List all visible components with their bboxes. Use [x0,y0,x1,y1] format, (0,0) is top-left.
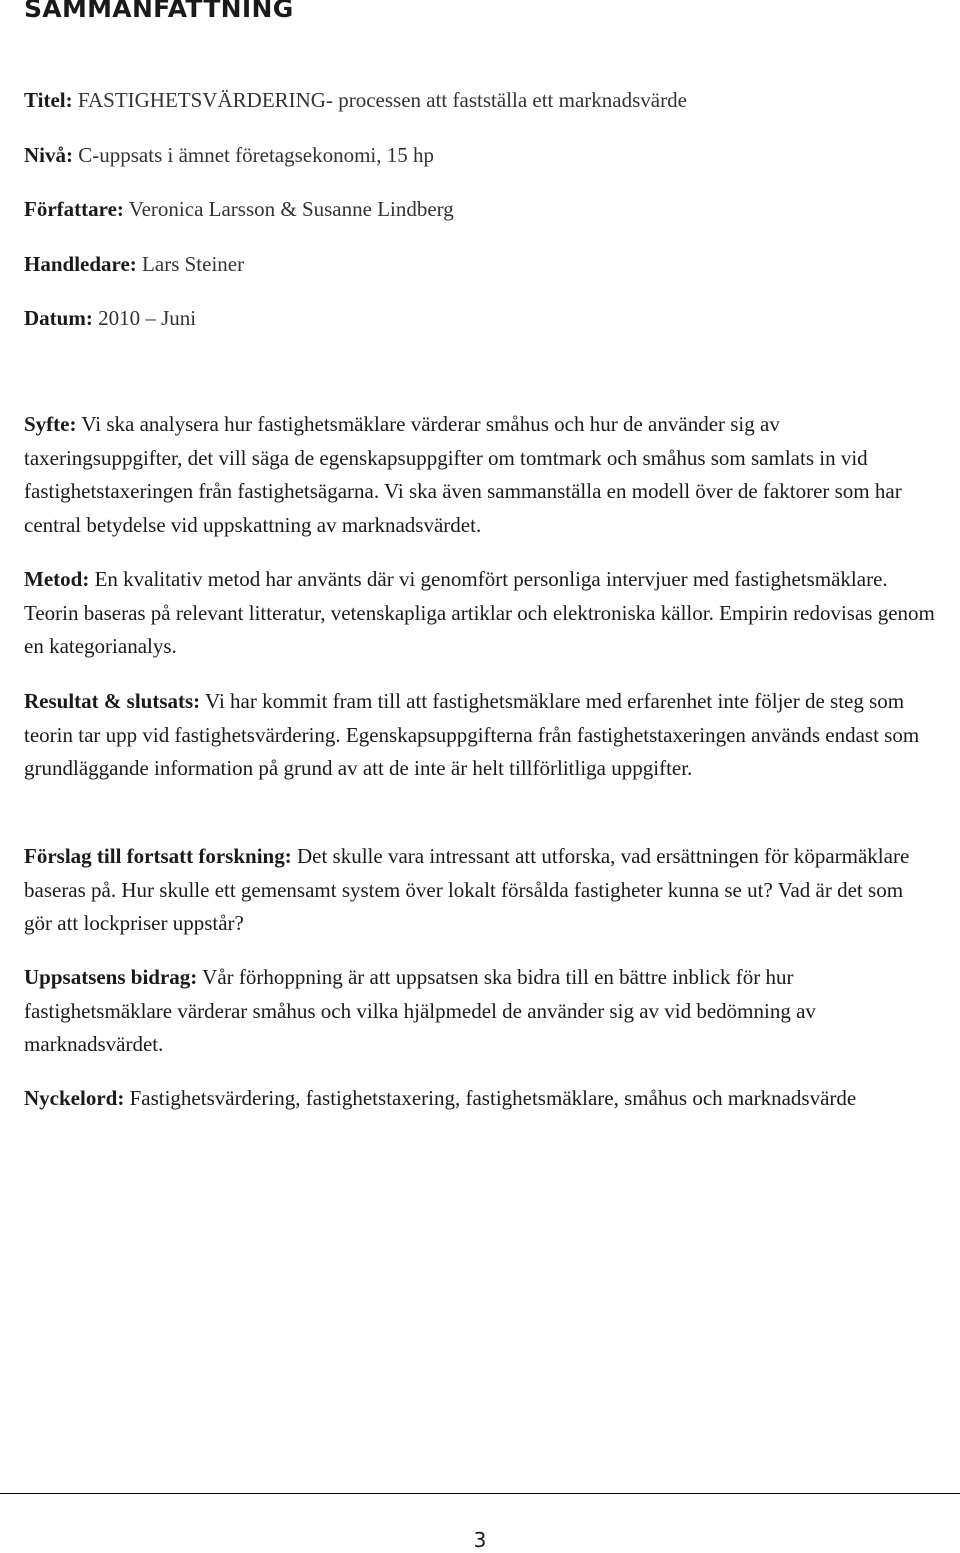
meta-date-label: Datum: [24,306,93,330]
section-keywords-text: Fastighetsvärdering, fastighetstaxering, fastighetsmäklare, småhus och marknadsvärde [124,1086,857,1110]
meta-date-value: 2010 – Juni [92,306,197,330]
meta-supervisor-label: Handledare: [24,252,137,276]
section-method-text: En kvalitativ metod har använts där vi genomfört personliga intervjuer med fastighetsmäklare. Teorin baseras på relevant litteratur, vetenskapliga artiklar och elektroniska källor. Empirin redovisas genom en kategorianalys. [24,567,935,658]
meta-title [24,86,687,114]
section-purpose-label: Syfte: [24,412,77,436]
section-contribution-label: Uppsatsens bidrag: [24,965,198,989]
page-heading: SAMMANFATTNING [24,0,294,23]
meta-authors-value: Veronica Larsson & Susanne Lindberg [123,197,454,221]
meta-authors-label: Författare: [24,197,124,221]
section-method-label: Metod: [24,567,90,591]
section-method [24,563,936,664]
meta-level [24,141,434,169]
section-keywords-label: Nyckelord: [24,1086,125,1110]
meta-authors [24,195,454,223]
section-contribution-text: Vår förhoppning är att uppsatsen ska bidra till en bättre inblick för hur fastighetsmäklare värderar småhus och vilka hjälpmedel de använder sig av vid bedömning av marknadsvärdet. [24,965,816,1056]
section-contribution [24,961,936,1062]
meta-title-label: Titel: [24,88,73,112]
meta-date [24,304,196,332]
section-keywords [24,1082,936,1116]
meta-title-value: FASTIGHETSVÄRDERING- processen att fastställa ett marknadsvärde [72,88,687,112]
section-future-research-text: Det skulle vara intressant att utforska, vad ersättningen för köparmäklare baseras på. Hur skulle ett gemensamt system över lokalt försålda fastigheter kunna se ut? Vad är det som gör att lockpriser uppstår? [24,844,910,935]
section-results-label: Resultat & slutsats: [24,689,201,713]
section-purpose-text: Vi ska analysera hur fastighetsmäklare värderar småhus och hur de använder sig av taxeringsuppgifter, det vill säga de egenskapsuppgifter om tomtmark och småhus som samlats in vid fastighetstaxeringen från fastighetsägarna. Vi ska även sammanställa en modell över de faktorer som har central betydelse vid uppskattning av marknadsvärdet. [24,412,902,537]
section-results-text: Vi har kommit fram till att fastighetsmäklare med erfarenhet inte följer de steg som teorin tar upp vid fastighetsvärdering. Egenskapsuppgifterna från fastighetstaxeringen används endast som grundläggande information på grund av att de inte är helt tillförlitliga uppgifter. [24,689,920,780]
meta-level-label: Nivå: [24,143,73,167]
meta-level-value: C-uppsats i ämnet företagsekonomi, 15 hp [73,143,435,167]
meta-supervisor-value: Lars Steiner [136,252,245,276]
section-results [24,685,936,786]
footer-divider [0,1493,960,1494]
section-future-research-label: Förslag till fortsatt forskning: [24,844,292,868]
section-future-research [24,840,936,941]
section-purpose [24,408,936,542]
page-number: 3 [473,1528,487,1552]
meta-supervisor [24,250,244,278]
